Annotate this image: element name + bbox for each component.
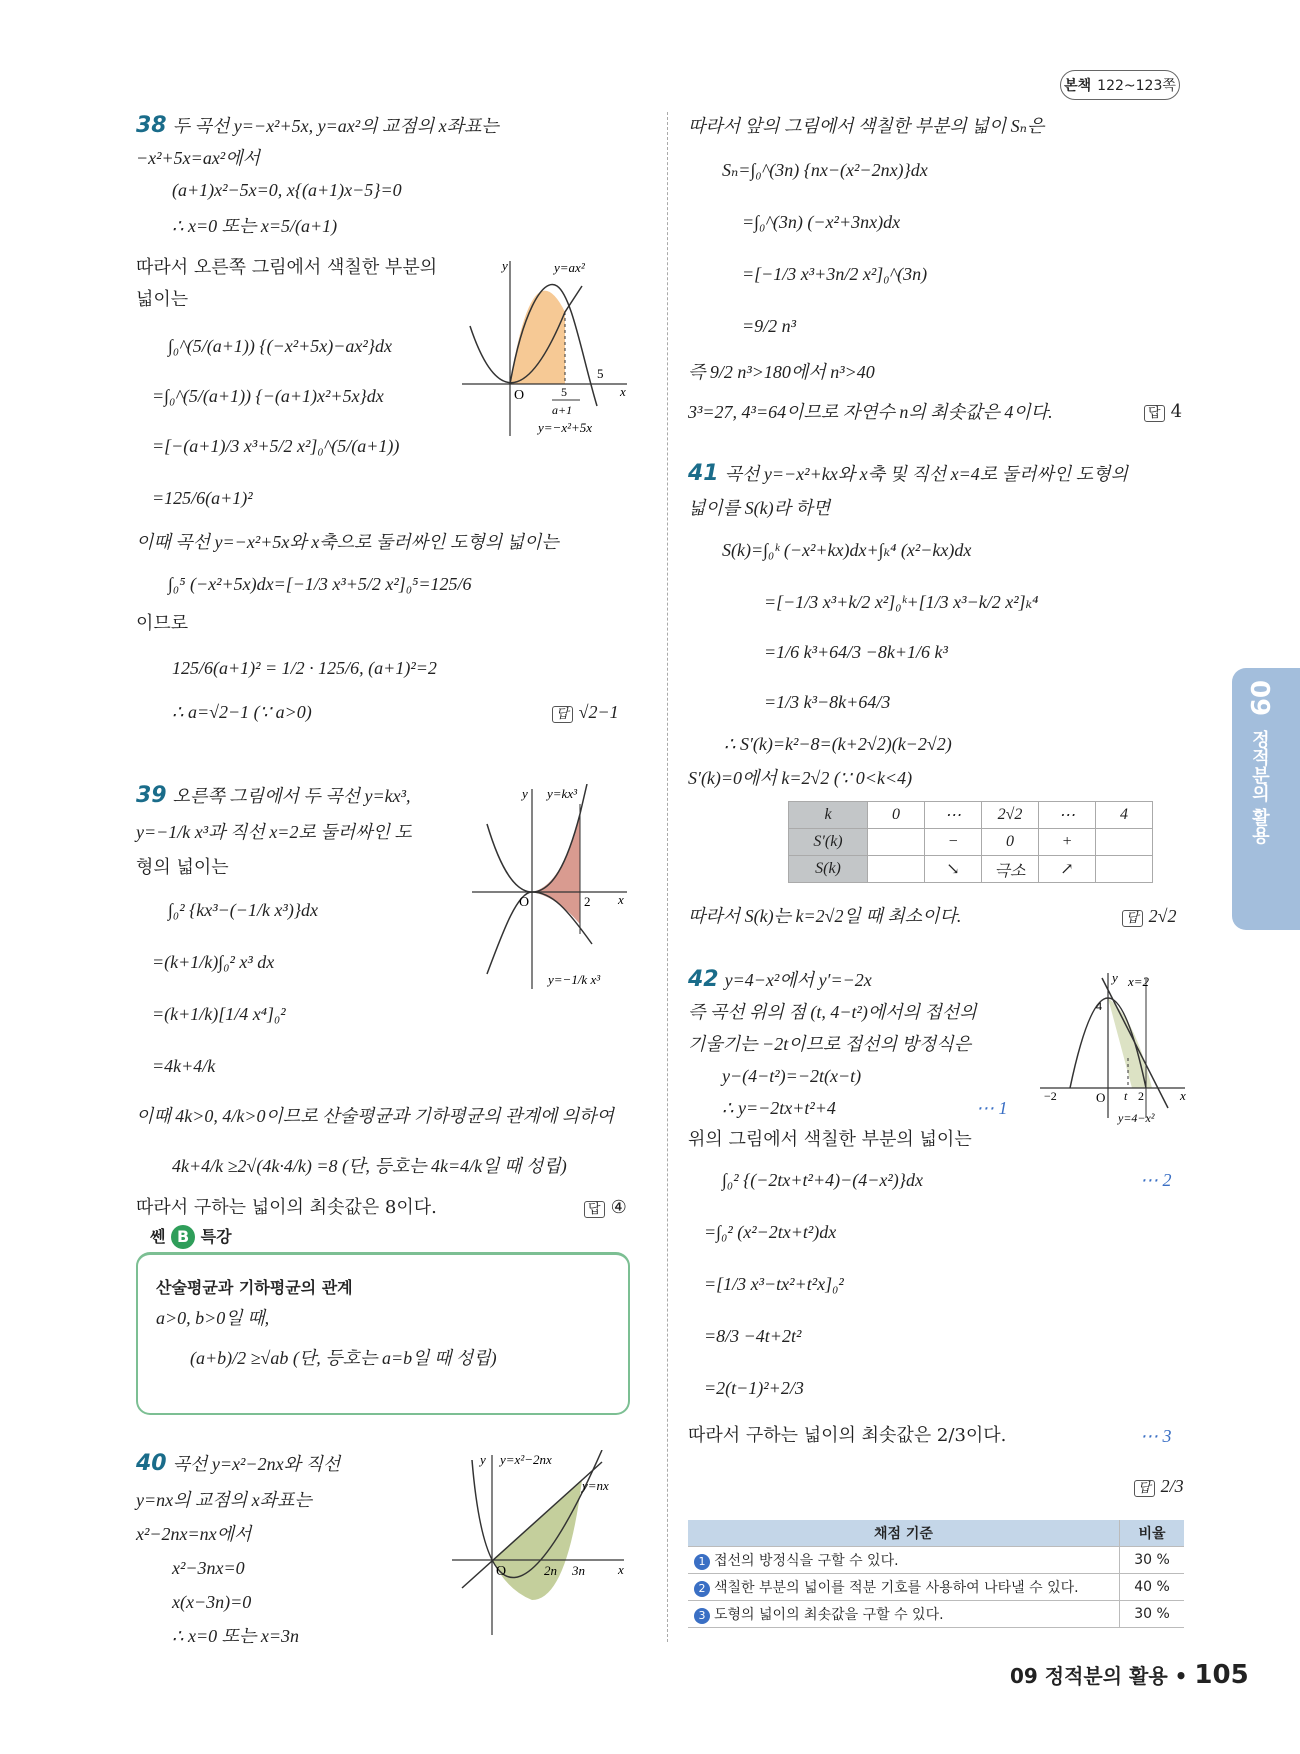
chapter-tab-number: 09 — [1244, 680, 1274, 717]
table-cell — [868, 829, 925, 856]
tip-header — [150, 1224, 232, 1249]
table-row — [688, 1520, 1184, 1547]
p40b-answer-value: 4 — [1170, 401, 1183, 422]
p40-curve-label: y=x²−2nx — [500, 1452, 552, 1467]
p39-text-0: 오른쪽 그림에서 두 곡선 y=kx³, — [172, 786, 411, 806]
p39-x-label: x — [618, 892, 624, 907]
table-row — [789, 802, 1153, 829]
grading-criteria — [688, 1574, 1120, 1601]
p42-line-2: 기울기는 −2t이므로 접선의 방정식은 — [688, 1034, 972, 1054]
p39-curve1-label: y=kx³ — [547, 786, 577, 801]
p38-line-6: ∫₀^(5/(a+1)) {(−x²+5x)−ax²}dx — [168, 336, 392, 356]
p38-line-7: =∫₀^(5/(a+1)) {−(a+1)x²+5x}dx — [152, 386, 384, 406]
p42-answer-value: 2/3 — [1160, 1476, 1184, 1496]
page-ref-badge — [1060, 70, 1180, 100]
table-row — [789, 829, 1153, 856]
p40-y-label: y — [480, 1452, 486, 1467]
table-cell: ↘ — [925, 856, 982, 883]
p38-line-13: 125/6(a+1)² = 1/2 · 125/6, (a+1)²=2 — [172, 658, 437, 678]
p38-line-14: ∴ a=√2−1 (∵ a>0) — [172, 702, 312, 722]
p40-x-label: x — [618, 1562, 624, 1577]
p42-tick-neg2: −2 — [1044, 1089, 1057, 1103]
p40-line-2: x²−2nx=nx에서 — [136, 1524, 252, 1544]
p42-graph — [1040, 968, 1190, 1130]
p40-origin: O — [496, 1564, 507, 1579]
p42-line-5: 위의 그림에서 색칠한 부분의 넓이는 — [688, 1129, 972, 1150]
p42-text-0: y=4−x²에서 y′=−2x — [724, 970, 872, 990]
answer-icon: 답 — [1122, 910, 1143, 927]
table-row — [688, 1547, 1184, 1574]
p40-tick-3n: 3n — [572, 1563, 585, 1578]
grading-text: 접선의 방정식을 구할 수 있다. — [714, 1553, 899, 1569]
p41-line-0 — [688, 462, 1128, 486]
p40-line-5: ∴ x=0 또는 x=3n — [172, 1626, 299, 1646]
p39-line-5: =(k+1/k)[1/4 x⁴]₀² — [152, 1004, 286, 1024]
table-cell: − — [925, 829, 982, 856]
p38-line-12: 이므로 — [136, 613, 189, 634]
table-cell: 2√2 — [982, 802, 1039, 829]
answer-icon: 답 — [584, 1201, 605, 1218]
badge-pages: 122~123쪽 — [1097, 78, 1176, 94]
p38-text-0: 두 곡선 y=−x²+5x, y=ax²의 교점의 x좌표는 — [172, 116, 499, 136]
p40b-line-5: 즉 9/2 n³>180에서 n³>40 — [688, 362, 875, 382]
grading-ratio: 30 % — [1120, 1547, 1185, 1574]
problem-number: 39 — [136, 783, 167, 808]
page-number: 105 — [1194, 1660, 1249, 1690]
p40b-line-1: Sₙ=∫₀^(3n) {nx−(x²−2nx)}dx — [722, 160, 928, 180]
p38-line-2: (a+1)x²−5x=0, x{(a+1)x−5}=0 — [172, 180, 402, 200]
p42-xeq-label: x=2 — [1128, 974, 1150, 989]
table-row — [688, 1574, 1184, 1601]
tip-title: 산술평균과 기하평균의 관계 — [156, 1278, 353, 1297]
p41-sign-table — [788, 801, 1153, 883]
p39-line-0 — [136, 784, 411, 808]
table-cell: + — [1039, 829, 1096, 856]
p38-line-3: ∴ x=0 또는 x=5/(a+1) — [172, 216, 338, 236]
p41-line-8: 따라서 S(k)는 k=2√2일 때 최소이다. — [688, 906, 962, 926]
answer-icon: 답 — [1144, 405, 1165, 422]
p39-line-8: 4k+4/k ≥2√(4k·4/k) =8 (단, 등호는 4k=4/k일 때 성립) — [172, 1156, 567, 1176]
p42-line-1: 즉 곡선 위의 점 (t, 4−t²)에서의 접선의 — [688, 1002, 977, 1022]
p41-line-5: =1/3 k³−8k+64/3 — [764, 692, 891, 712]
p40-graph — [452, 1450, 632, 1640]
p40b-line-2: =∫₀^(3n) (−x²+3nx)dx — [742, 212, 901, 232]
grading-ratio: 30 % — [1120, 1601, 1185, 1628]
table-cell — [868, 856, 925, 883]
footer-chapter: 09 정적분의 활용 — [1010, 1664, 1168, 1688]
p38-line-11: ∫₀⁵ (−x²+5x)dx=[−1/3 x³+5/2 x²]₀⁵=125/6 — [168, 574, 472, 594]
p40-tick-2n: 2n — [544, 1563, 557, 1578]
table-cell: S′(k) — [789, 829, 868, 856]
p38-line-5: 넓이는 — [136, 289, 189, 310]
p40b-answer — [1144, 400, 1182, 426]
column-divider — [667, 112, 668, 1642]
p42-y-label: y — [1112, 970, 1118, 985]
p39-line-6: =4k+4/k — [152, 1056, 216, 1076]
tip-formula: (a+b)/2 ≥√ab (단, 등호는 a=b일 때 성립) — [190, 1348, 497, 1368]
p40b-line-0: 따라서 앞의 그림에서 색칠한 부분의 넓이 Sₙ은 — [688, 116, 1045, 136]
p41-text-0: 곡선 y=−x²+kx와 x축 및 직선 x=4로 둘러싸인 도형의 — [724, 464, 1128, 484]
p42-line-4: ∴ y=−2tx+t²+4 — [722, 1098, 836, 1118]
problem-number: 38 — [136, 113, 167, 138]
p39-line-3: ∫₀² {kx³−(−1/k x³)}dx — [168, 900, 319, 920]
tip-brand: 쎈 — [150, 1227, 166, 1246]
p39-line-1: y=−1/k x³과 직선 x=2로 둘러싸인 도 — [136, 822, 412, 842]
p38-answer-value: √2−1 — [578, 702, 619, 722]
table-cell: 4 — [1096, 802, 1153, 829]
grading-text: 도형의 넓이의 최솟값을 구할 수 있다. — [714, 1607, 944, 1623]
chapter-tab-title: 정적분의 활용 — [1249, 730, 1270, 845]
p42-line-6: ∫₀² {(−2tx+t²+4)−(4−x²)}dx — [722, 1170, 923, 1190]
p38-line-8: =[−(a+1)/3 x³+5/2 x²]₀^(5/(a+1)) — [152, 436, 400, 456]
table-cell: ↗ — [1039, 856, 1096, 883]
table-row — [688, 1601, 1184, 1628]
p42-origin: O — [1096, 1090, 1106, 1105]
p42-marker-1: ⋯ 1 — [976, 1098, 1008, 1118]
p38-line-10: 이때 곡선 y=−x²+5x와 x축으로 둘러싸인 도형의 넓이는 — [136, 532, 559, 552]
p38-tick-num: 5 — [561, 385, 567, 399]
grading-criteria — [688, 1547, 1120, 1574]
tip-letter-icon: B — [171, 1225, 195, 1249]
p38-y-label: y — [502, 258, 508, 273]
problem-number: 40 — [136, 1451, 167, 1476]
answer-icon: 답 — [552, 706, 573, 723]
tip-condition: a>0, b>0일 때, — [156, 1308, 270, 1328]
p38-line-9: =125/6(a+1)² — [152, 488, 253, 508]
p39-line-2: 형의 넓이는 — [136, 857, 229, 878]
p42-line-8: =[1/3 x³−tx²+t²x]₀² — [704, 1274, 844, 1294]
answer-icon: 답 — [1134, 1480, 1155, 1497]
table-cell: 극소 — [982, 856, 1039, 883]
grading-criteria — [688, 1601, 1120, 1628]
table-cell: 0 — [982, 829, 1039, 856]
p38-tick-den: a+1 — [552, 403, 573, 417]
table-cell — [1096, 829, 1153, 856]
p39-line-9: 따라서 구하는 넓이의 최솟값은 8이다. — [136, 1197, 437, 1218]
p42-line-11: 따라서 구하는 넓이의 최솟값은 2/3이다. — [688, 1425, 1007, 1446]
p39-line-7: 이때 4k>0, 4/k>0이므로 산술평균과 기하평균의 관계에 의하여 — [136, 1106, 614, 1126]
p38-answer — [552, 700, 619, 727]
p40-line-label: y=nx — [582, 1478, 609, 1493]
p42-marker-2: ⋯ 2 — [1140, 1170, 1172, 1190]
p39-curve2-label: y=−1/k x³ — [548, 972, 601, 987]
p42-line-10: =2(t−1)²+2/3 — [704, 1378, 804, 1398]
p41-line-1: 넓이를 S(k)라 하면 — [688, 498, 831, 518]
p42-tick-t: t — [1124, 1089, 1128, 1103]
p39-tick-2: 2 — [584, 894, 591, 909]
p38-line-1: −x²+5x=ax²에서 — [136, 148, 260, 168]
table-cell: ⋯ — [1039, 802, 1096, 829]
p42-line-9: =8/3 −4t+2t² — [704, 1326, 802, 1346]
step-number-icon: 3 — [694, 1608, 710, 1624]
problem-number: 41 — [688, 461, 719, 486]
p39-graph — [472, 784, 632, 994]
badge-bold: 본책 — [1064, 78, 1092, 94]
p40-line-1: y=nx의 교점의 x좌표는 — [136, 1490, 312, 1510]
p40b-line-6: 3³=27, 4³=64이므로 자연수 n의 최솟값은 4이다. — [688, 402, 1053, 422]
p40-line-0 — [136, 1452, 340, 1476]
grading-head-ratio: 비율 — [1120, 1520, 1185, 1547]
p39-line-4: =(k+1/k)∫₀² x³ dx — [152, 952, 275, 972]
grading-head-criteria: 채점 기준 — [688, 1520, 1120, 1547]
p41-line-7: S′(k)=0에서 k=2√2 (∵ 0<k<4) — [688, 768, 913, 788]
grading-text: 색칠한 부분의 넓이를 적분 기호를 사용하여 나타낼 수 있다. — [714, 1580, 1079, 1596]
p42-marker-3: ⋯ 3 — [1140, 1426, 1172, 1446]
p41-line-6: ∴ S′(k)=k²−8=(k+2√2)(k−2√2) — [724, 734, 952, 754]
p41-line-2: S(k)=∫₀ᵏ (−x²+kx)dx+∫ₖ⁴ (x²−kx)dx — [722, 540, 972, 560]
p38-line-0 — [136, 114, 499, 138]
p39-answer — [584, 1196, 627, 1222]
p42-line-3: y−(4−t²)=−2t(x−t) — [722, 1066, 862, 1086]
p38-x-label: x — [620, 384, 626, 399]
p38-curve1-label: y=ax² — [554, 260, 585, 275]
table-cell: k — [789, 802, 868, 829]
table-cell: 0 — [868, 802, 925, 829]
p40-line-3: x²−3nx=0 — [172, 1558, 245, 1578]
page-footer: 09 정적분의 활용 • 105 — [1010, 1660, 1249, 1690]
p40-line-4: x(x−3n)=0 — [172, 1592, 252, 1612]
p42-curve-label: y=4−x² — [1118, 1111, 1155, 1125]
p39-origin: O — [519, 895, 530, 910]
p41-answer-value: 2√2 — [1148, 906, 1177, 926]
tip-tag: 특강 — [200, 1227, 232, 1246]
p42-tick-2: 2 — [1138, 1089, 1144, 1103]
chapter-tab-text — [1234, 680, 1274, 845]
p40b-line-4: =9/2 n³ — [742, 316, 797, 336]
table-cell: ⋯ — [925, 802, 982, 829]
p42-shaded-region — [1108, 998, 1152, 1088]
p38-graph — [462, 256, 632, 446]
problem-number: 42 — [688, 967, 719, 992]
p41-line-4: =1/6 k³+64/3 −8k+1/6 k³ — [764, 642, 948, 662]
p42-answer — [1134, 1474, 1184, 1501]
p40b-line-3: =[−1/3 x³+3n/2 x²]₀^(3n) — [742, 264, 928, 284]
p38-curve2-label: y=−x²+5x — [538, 420, 593, 435]
p41-answer — [1122, 904, 1176, 931]
p42-line-0 — [688, 968, 872, 992]
p40-text-0: 곡선 y=x²−2nx와 직선 — [172, 1454, 341, 1474]
p42-tick-4: 4 — [1096, 999, 1102, 1013]
p41-line-3: =[−1/3 x³+k/2 x²]₀ᵏ+[1/3 x³−k/2 x²]ₖ⁴ — [764, 592, 1039, 612]
p42-line-7: =∫₀² (x²−2tx+t²)dx — [704, 1222, 837, 1242]
p38-shaded-region — [510, 291, 565, 384]
step-number-icon: 2 — [694, 1581, 710, 1597]
p38-origin: O — [514, 388, 525, 403]
grading-table — [688, 1520, 1184, 1628]
step-number-icon: 1 — [694, 1554, 710, 1570]
p39-y-label: y — [522, 786, 528, 801]
p42-x-label: x — [1180, 1088, 1186, 1103]
p39-answer-value: ④ — [610, 1197, 627, 1218]
table-row — [789, 856, 1153, 883]
table-cell — [1096, 856, 1153, 883]
p38-line-4: 따라서 오른쪽 그림에서 색칠한 부분의 — [136, 257, 438, 278]
grading-ratio: 40 % — [1120, 1574, 1185, 1601]
p39-shaded-upper — [532, 814, 580, 892]
table-cell: S(k) — [789, 856, 868, 883]
p38-tick-5: 5 — [597, 366, 604, 381]
